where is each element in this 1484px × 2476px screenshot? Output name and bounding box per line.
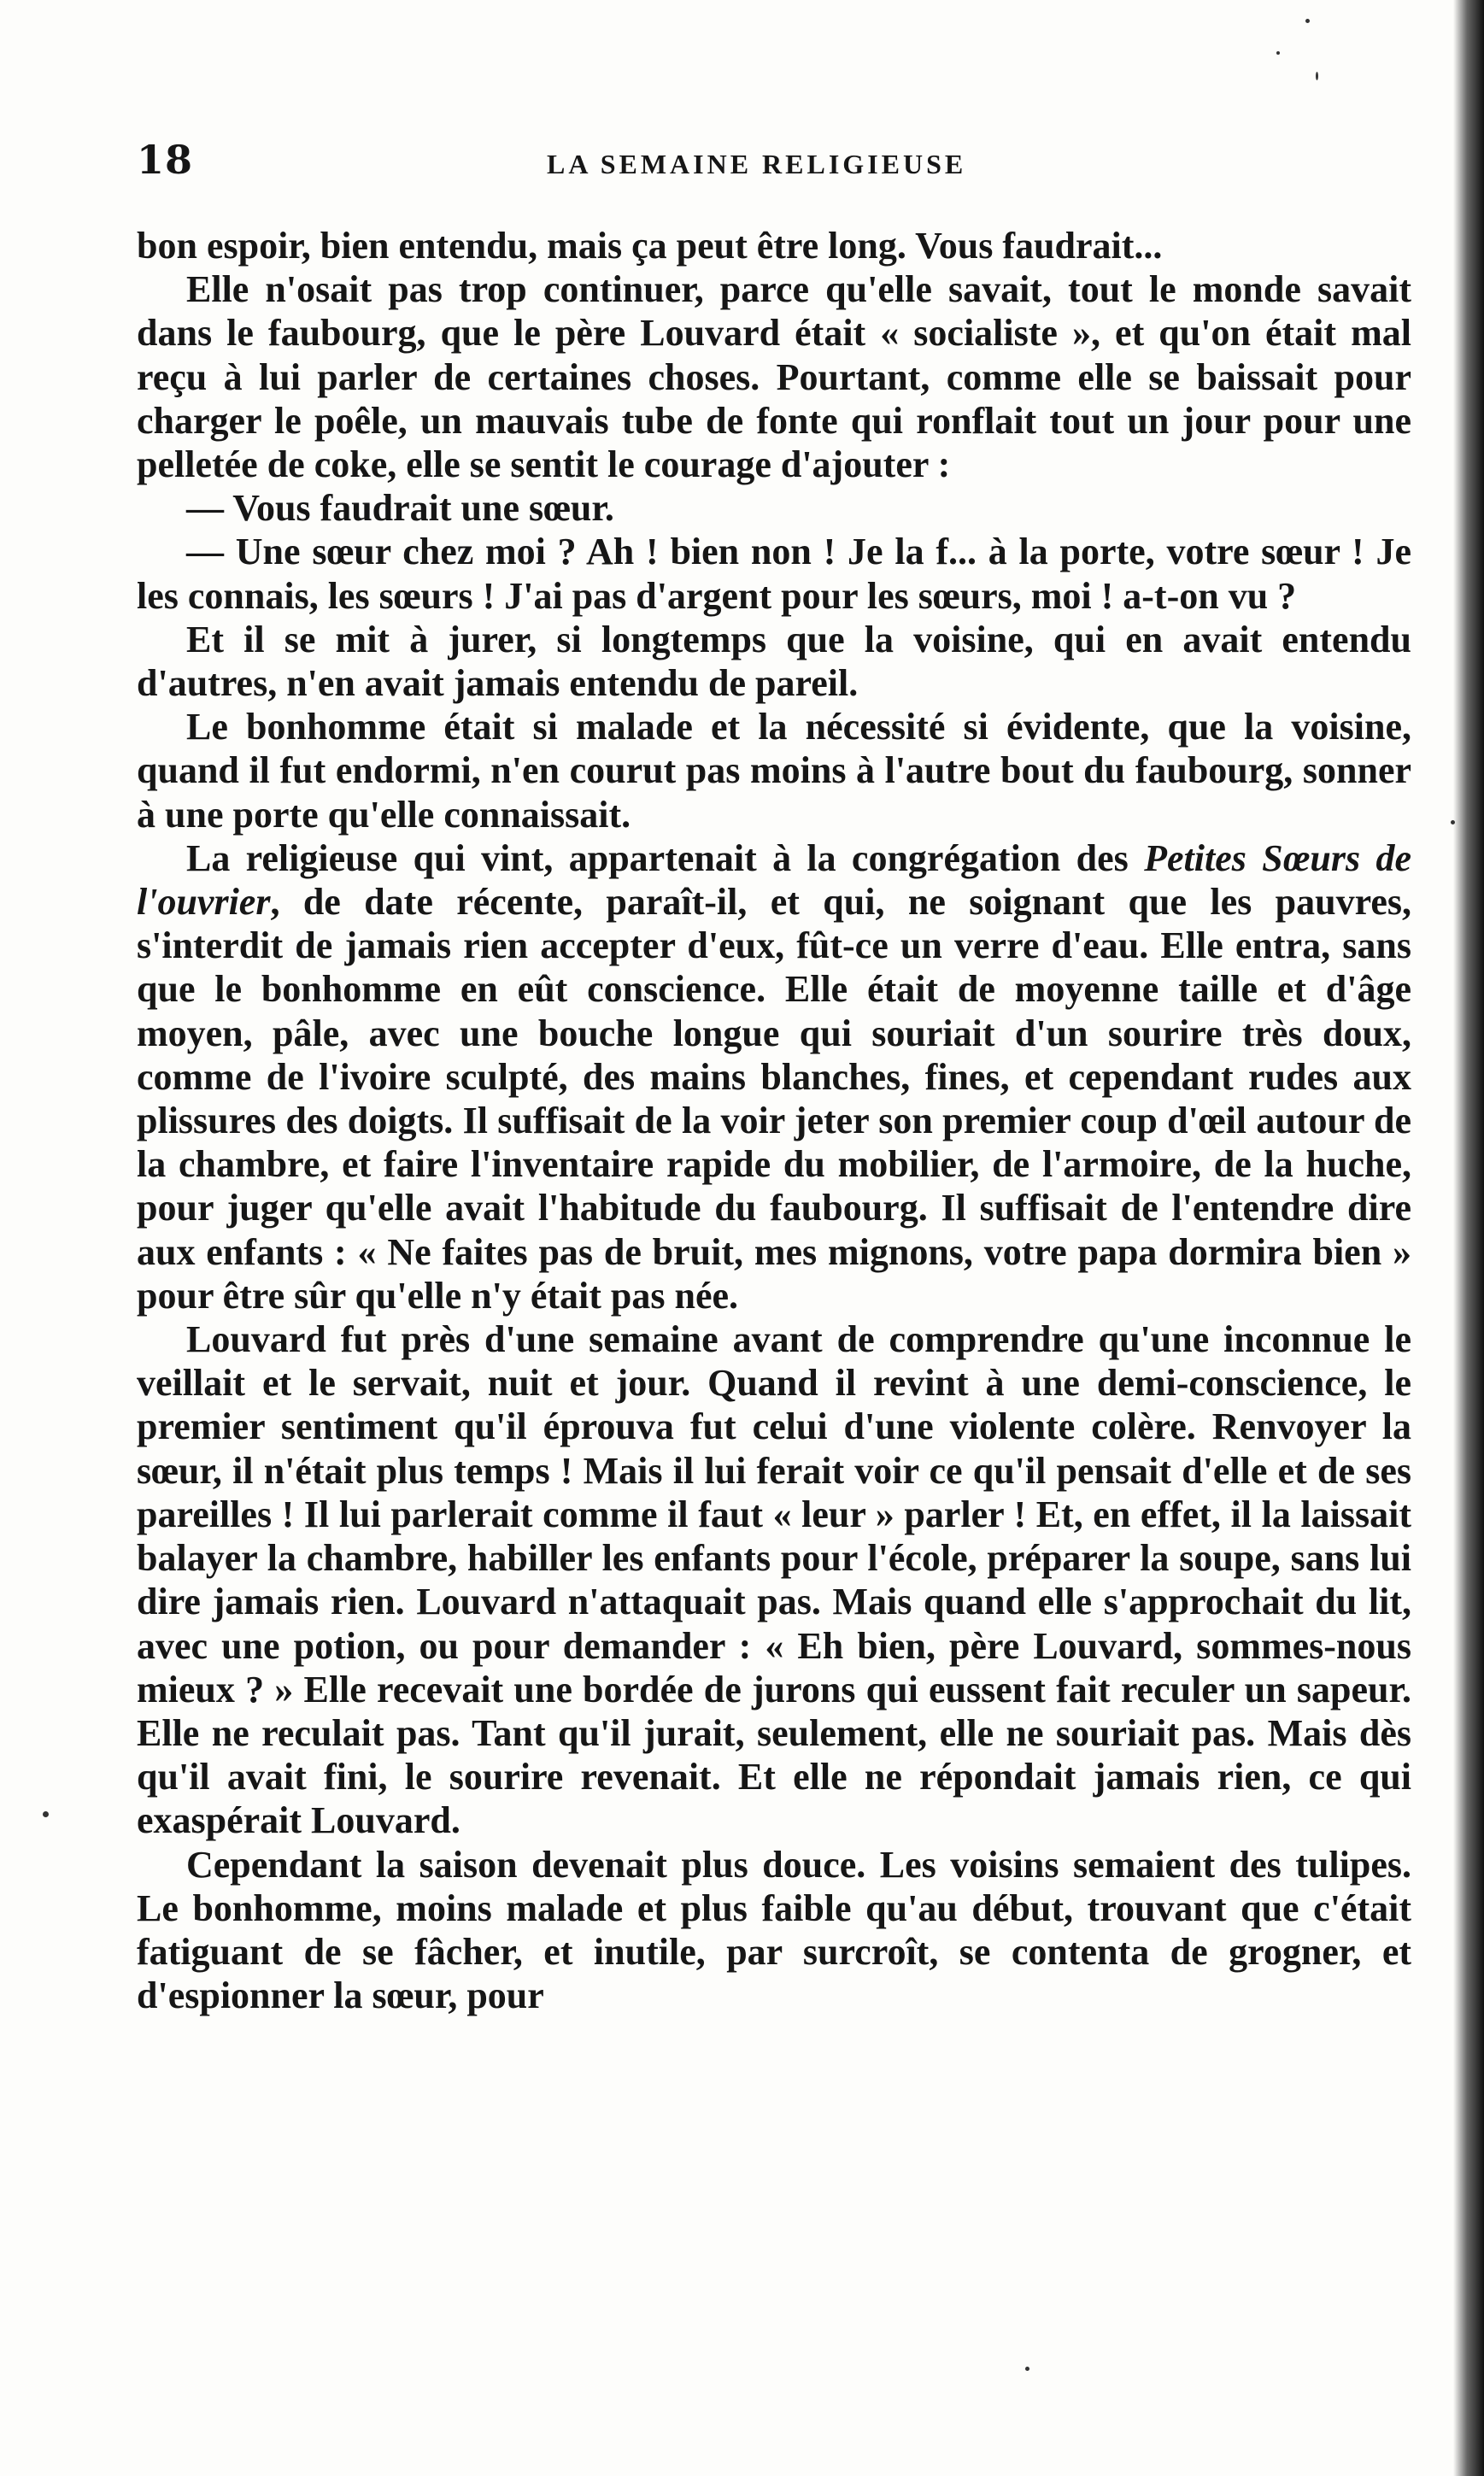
paragraph [137, 836, 1411, 1317]
scan-speck [43, 1811, 49, 1817]
journal-title: LA SEMAINE RELIGIEUSE [547, 149, 967, 179]
scan-speck [1451, 820, 1455, 824]
congregation-name: Petites Sœurs de l'ouvrier [137, 836, 1411, 924]
dialogue-line: — Vous faudrait une sœur. [186, 487, 614, 530]
scan-speck [1305, 19, 1310, 23]
paragraph: bon espoir, bien entendu, mais ça peut être long. Vous faudrait... [137, 225, 1163, 267]
paragraph: Et il se mit à jurer, si longtemps que la voisine, qui en avait entendu d'autres, n'en avait jamais entendu de pareil. [137, 618, 1411, 705]
paragraph-text: , de date récente, paraît-il, et qui, ne soignant que les pauvres, s'interdit de jamais rien accepter d'eux, fût-ce un verre d'eau. Elle entra, sans que le bonhomme en eût conscience. Elle était de moyenne taille et d'âge moyen, pâle, avec une bouche longue qui souriait d'un sourire très doux, comme de l'ivoire sculpté, des mains blanches, fines, et cependant rudes aux plissures des doigts. Il suffisait de la voir jeter son premier coup d'œil autour de la chambre, et faire l'inventaire rapide du mobilier, de l'armoire, de la huche, pour juger qu'elle avait l'habitude du faubourg. Il suffisait de l'entendre dire aux enfants : « Ne faites pas de bruit, mes mignons, votre papa dormira bien » pour être sûr qu'elle n'y était pas née. [137, 881, 1411, 1317]
body-text [137, 224, 1411, 2017]
dialogue-line: — Une sœur chez moi ? Ah ! bien non ! Je la f... à la porte, votre sœur ! Je les connais, les sœurs ! J'ai pas d'argent pour les sœurs, moi ! a-t-on vu ? [137, 531, 1411, 617]
scan-speck [1025, 2367, 1029, 2371]
paragraph: Cependant la saison devenait plus douce. Les voisins semaient des tulipes. Le bonhomme, moins malade et plus faible qu'au début, trouvant que c'était fatiguant de se fâcher, et inutile, par surcroît, se contenta de grogner, et d'espionner la sœur, pour [137, 1843, 1411, 2017]
running-head [137, 137, 1418, 188]
paragraph-text: La religieuse qui vint, appartenait à la congrégation des [186, 836, 1145, 879]
paragraph: Louvard fut près d'une semaine avant de comprendre qu'une inconnue le veillait et le servait, nuit et jour. Quand il revint à une demi-conscience, le premier sentiment qu'il éprouva fut celui d'une violente colère. Renvoyer la sœur, il n'était plus temps ! Mais il lui ferait voir ce qu'il pensait d'elle et de ses pareilles ! Il lui parlerait comme il faut « leur » parler ! Et, en effet, il la laissait balayer la chambre, habiller les enfants pour l'école, préparer la soupe, sans lui dire jamais rien. Louvard n'attaquait pas. Mais quand elle s'approchait du lit, avec une potion, ou pour demander : « Eh bien, père Louvard, sommes-nous mieux ? » Elle recevait une bordée de jurons qui eussent fait reculer un sapeur. Elle ne reculait pas. Tant qu'il jurait, seulement, elle ne souriait pas. Mais dès qu'il avait fini, le sourire revenait. Et elle ne répondait jamais rien, ce qui exaspérait Louvard. [137, 1318, 1411, 1842]
scan-speck [1276, 51, 1280, 55]
paragraph: Le bonhomme était si malade et la nécessité si évidente, que la voisine, quand il fut endormi, n'en courut pas moins à l'autre bout du faubourg, sonner à une porte qu'elle connaissait. [137, 706, 1411, 836]
paragraph: Elle n'osait pas trop continuer, parce qu'elle savait, tout le monde savait dans le faubourg, que le père Louvard était « socialiste », et qu'on était mal reçu à lui parler de certaines choses. Pourtant, comme elle se baissait pour charger le poêle, un mauvais tube de fonte qui ronflait tout un jour pour une pelletée de coke, elle se sentit le courage d'ajouter : [137, 268, 1411, 486]
scan-speck [1316, 72, 1318, 80]
page-number: 18 [137, 137, 194, 183]
scan-edge-shadow [1453, 0, 1484, 2476]
